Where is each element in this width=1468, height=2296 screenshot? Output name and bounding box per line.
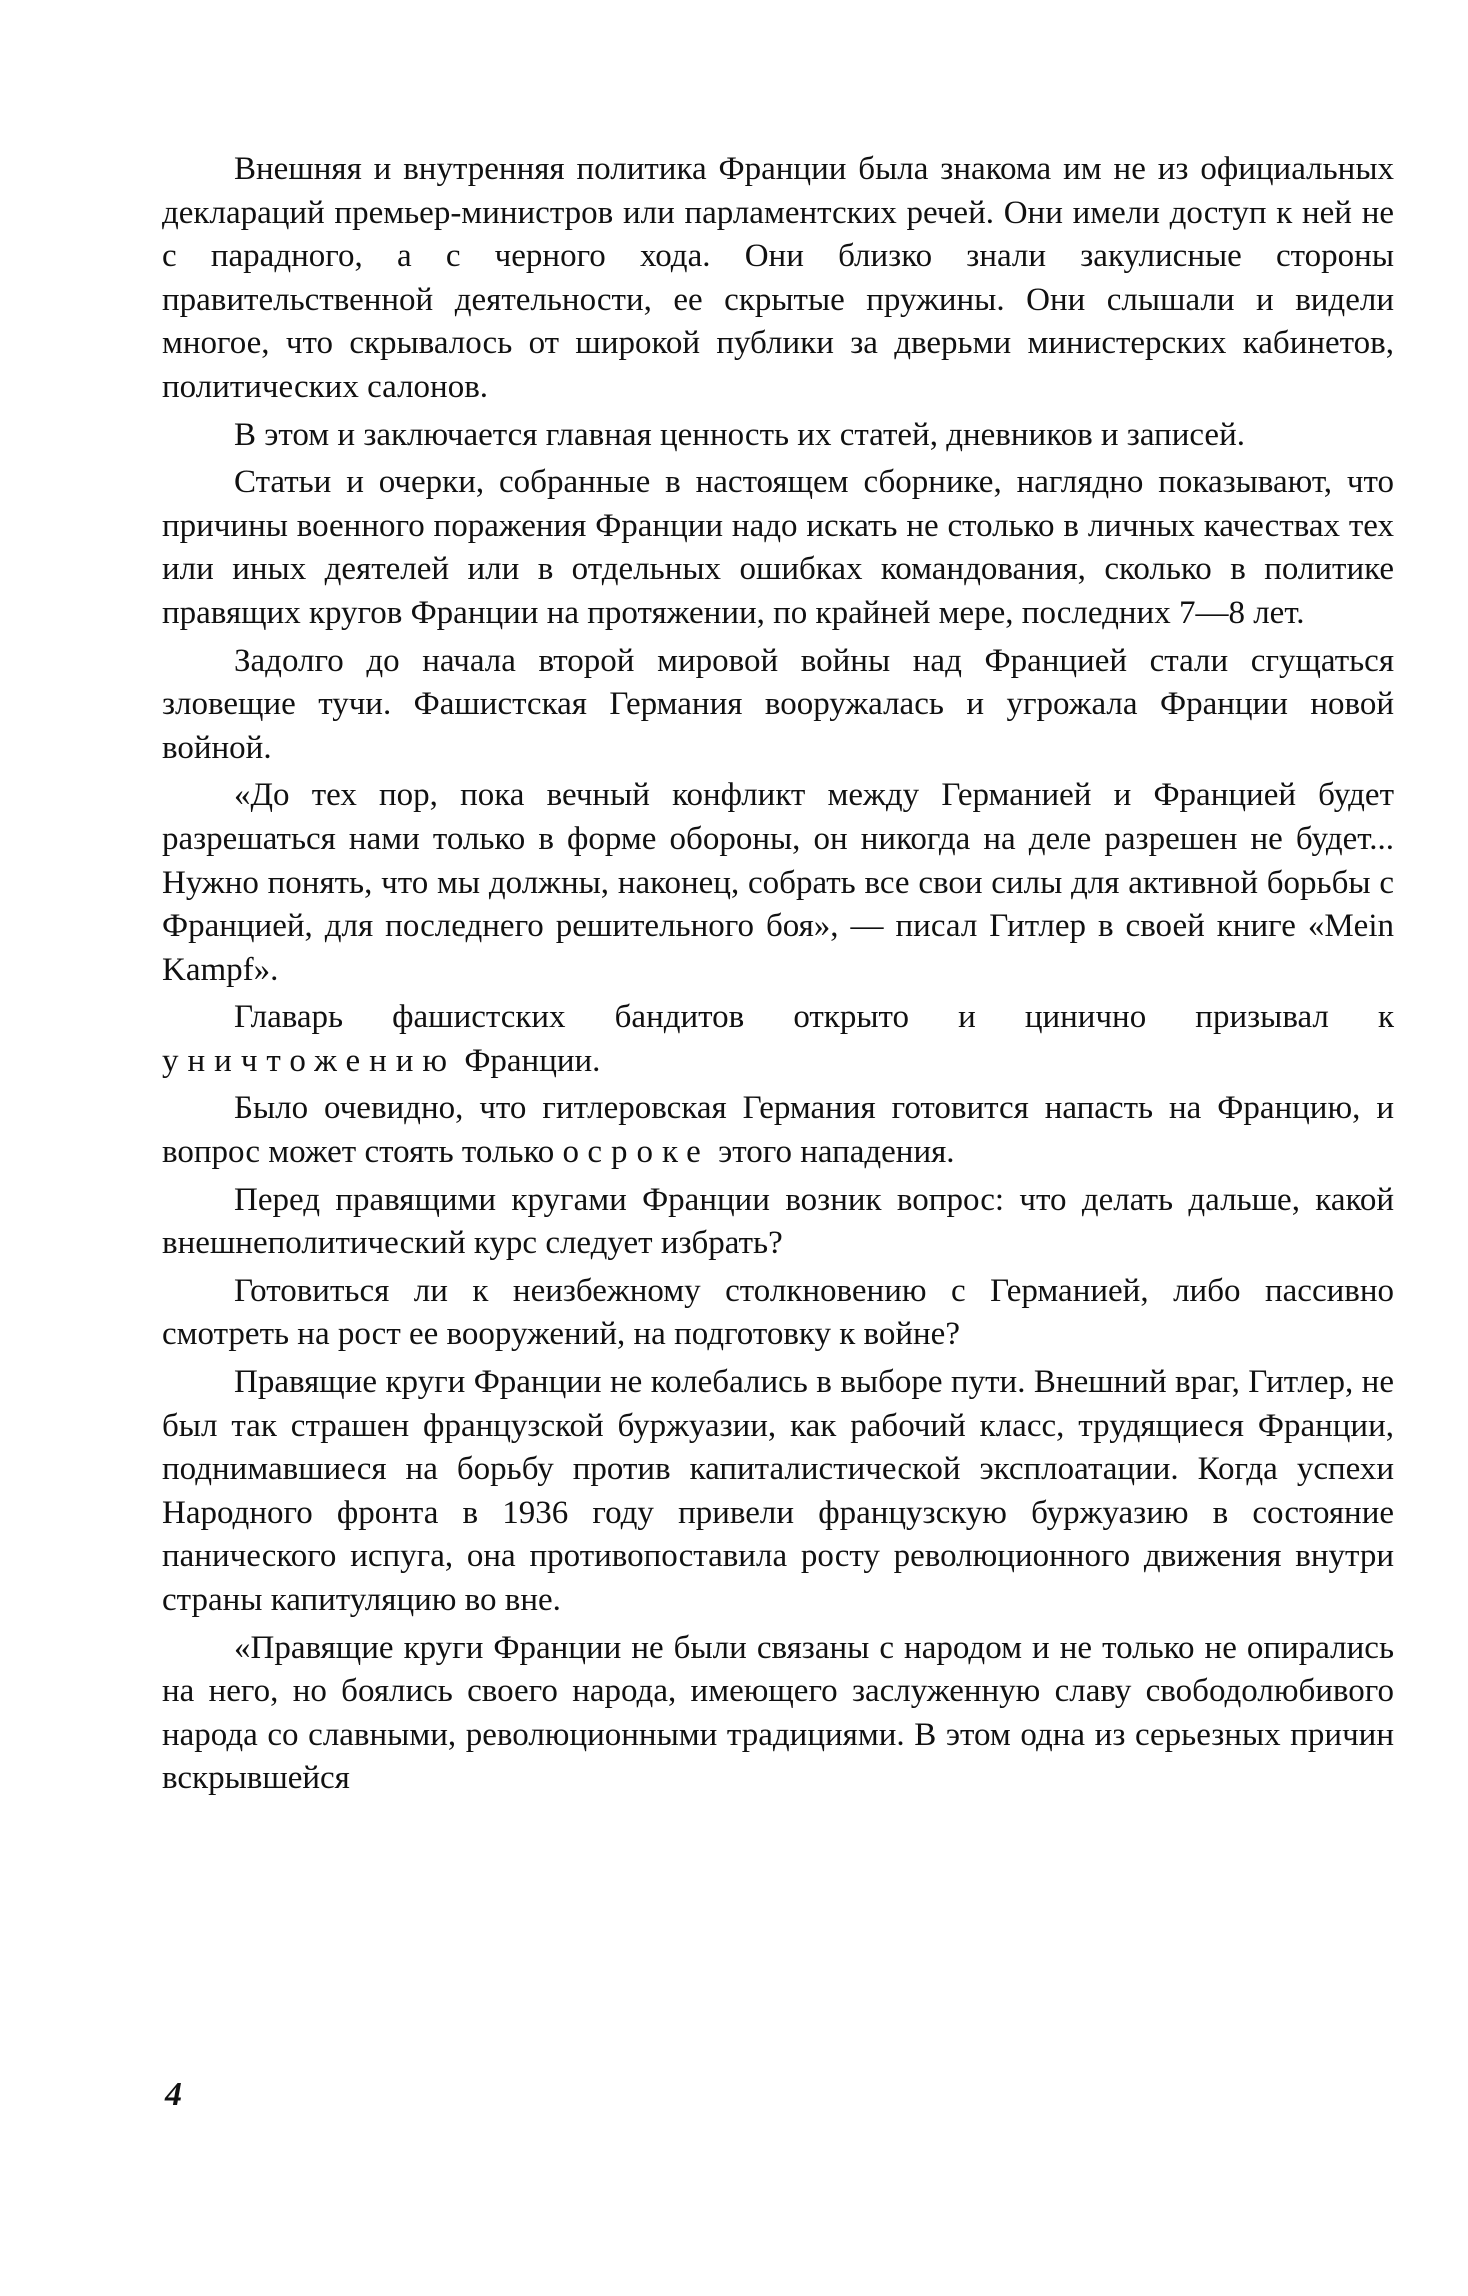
paragraph-4: Задолго до начала второй мировой войны над Францией стали сгущаться зловещие тучи. Фашистская Германия вооружалась и угрожала Франции новой войной. [162,642,1394,766]
paragraph-7-text-after: этого нападения. [709,1134,955,1171]
page-number: 4 [165,2076,182,2113]
body-text [162,148,1394,1805]
paragraph-5: «До тех пор, пока вечный конфликт между Германией и Францией будет разрешаться нами только в форме обороны, он никогда на деле разрешен не будет... Нужно понять, что мы должны, наконец, собрать все свои силы для активной борьбы с Францией, для последнего решительного боя», — писал Гитлер в своей книге «Mein Kampf». [162,777,1394,988]
paragraph-6-emphasis: уничтожению [162,1042,457,1079]
paragraph-6 [162,996,1394,1083]
paragraph-6-text-after: Франции. [456,1042,601,1079]
paragraph-1: Внешняя и внутренняя политика Франции была знакома им не из официальных деклараций премьер-министров или парламентских речей. Они имели доступ к ней не с парадного, а с черного хода. Они близко знали закулисные стороны правительственной деятельности, ее скрытые пружины. Они слышали и видели многое, что скрывалось от широкой публики за дверьми министерских кабинетов, политических салонов. [162,151,1394,405]
paragraph-3: Статьи и очерки, собранные в настоящем сборнике, наглядно показывают, что причины военного поражения Франции надо искать не столько в личных качествах тех или иных деятелей или в отдельных ошибках командования, сколько в политике правящих кругов Франции на протяжении, по крайней мере, последних 7—8 лет. [162,464,1394,631]
paragraph-6-text-before: Главарь фашистских бандитов открыто и цинично призывал к [234,999,1394,1036]
paragraph-9: Готовиться ли к неизбежному столкновению с Германией, либо пассивно смотреть на рост ее вооружений, на подготовку к войне? [162,1272,1394,1353]
paragraph-7-emphasis: сроке [587,1134,710,1171]
paragraph-2: В этом и заключается главная ценность их статей, дневников и записей. [234,416,1245,453]
paragraph-11: «Правящие круги Франции не были связаны с народом и не только не опирались на него, но боялись своего народа, имеющего заслуженную славу свободолюбивого народа со славными, революционными традициями. В этом одна из серьезных причин вскрывшейся [162,1629,1394,1797]
paragraph-7-text-before: Было очевидно, что гитлеровская Германия готовится напасть на Францию, и вопрос может стоять только о [162,1090,1394,1171]
paragraph-8: Перед правящими кругами Франции возник вопрос: что делать дальше, какой внешнеполитический курс следует избрать? [162,1181,1394,1262]
paragraph-10: Правящие круги Франции не колебались в выборе пути. Внешний враг, Гитлер, не был так страшен французской буржуазии, как рабочий класс, трудящиеся Франции, поднимавшиеся на борьбу против капиталистической эксплоатации. Когда успехи Народного фронта в 1936 году привели французскую буржуазию в состояние панического испуга, она противопоставила росту революционного движения внутри страны капитуляцию во вне. [162,1364,1394,1618]
paragraph-7 [162,1087,1394,1174]
